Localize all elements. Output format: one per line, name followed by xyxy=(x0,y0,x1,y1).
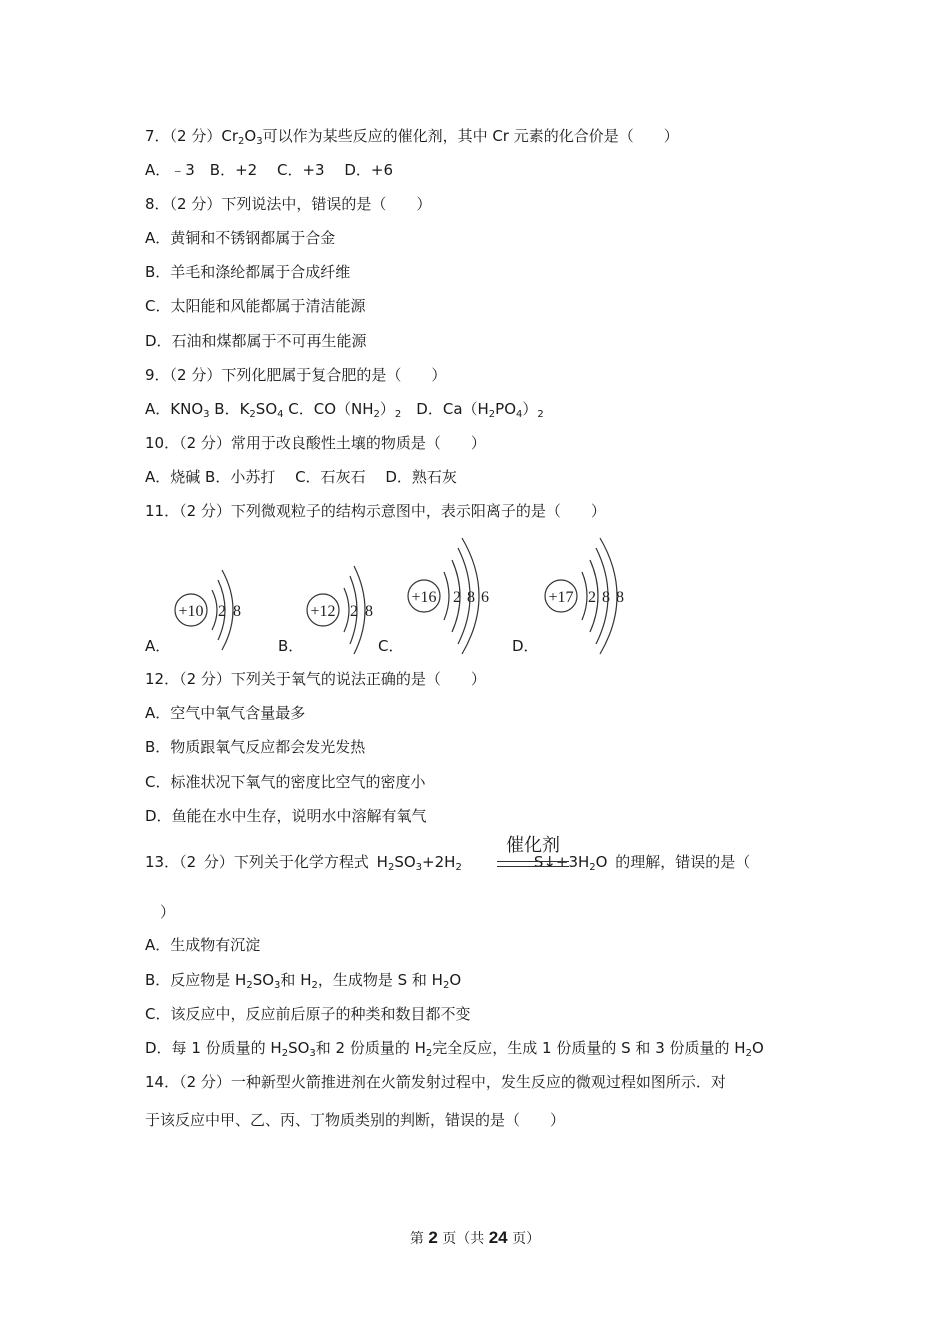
shell-count-b2: 8 xyxy=(365,603,373,620)
nucleus-charge-c: +16 xyxy=(411,589,437,606)
shell-arc-a1 xyxy=(212,590,217,630)
q12-option-d: D．鱼能在水中生存，说明水中溶解有氧气 xyxy=(145,807,427,825)
q12-option-c: C．标准状况下氧气的密度比空气的密度小 xyxy=(145,773,426,791)
page-footer: 第 2 页（共 24 页） xyxy=(409,1228,541,1247)
reaction-equals-sign xyxy=(497,861,569,867)
q11-label-c: C． xyxy=(378,637,404,655)
q10-stem: 10．（2 分）常用于改良酸性土壤的物质是（ ） xyxy=(145,434,486,452)
q8-option-d: D．石油和煤都属于不可再生能源 xyxy=(145,332,367,350)
shell-arc-d1 xyxy=(582,572,587,620)
q7-options: A．﹣3 B．+2 C．+3 D．+6 xyxy=(145,161,393,179)
q8-option-a: A．黄铜和不锈钢都属于合金 xyxy=(145,229,336,247)
atom-diagram-a xyxy=(175,570,241,650)
q7-stem: 7．（2 分）$Cr_2O_3$可以作为某些反应的催化剂，其中 Cr 元素的化合价是（ ） xyxy=(145,127,679,147)
q11-label-d: D． xyxy=(512,637,539,655)
page-number: 2 xyxy=(428,1228,438,1247)
q13-stem-tail: ） xyxy=(160,903,176,921)
atom-structure-diagrams xyxy=(0,530,950,660)
page-total: 24 xyxy=(488,1228,508,1247)
shell-count-a1: 2 xyxy=(218,603,226,620)
q11-stem: 11．（2 分）下列微观粒子的结构示意图中，表示阳离子的是（ ） xyxy=(145,502,606,520)
shell-count-c1: 2 xyxy=(453,589,461,606)
q8-option-b: B．羊毛和涤纶都属于合成纤维 xyxy=(145,263,351,281)
q14-stem-line2: 于该反应中甲、乙、丙、丁物质类别的判断，错误的是（ ） xyxy=(145,1111,566,1129)
shell-arc-c1 xyxy=(444,572,449,620)
q9-stem: 9．（2 分）下列化肥属于复合肥的是（ ） xyxy=(145,366,447,384)
q13-option-b: B．反应物是 $H_2SO_3$和 $H_2$，生成物是 S 和 $H_2O$ xyxy=(145,971,462,991)
q13-option-a: A．生成物有沉淀 xyxy=(145,936,261,954)
shell-arc-b1 xyxy=(344,588,349,632)
q13-option-d: D．每 1 份质量的 $H_2SO_3$和 2 份质量的 $H_2$完全反应，生成 1 份质量的 S 和 3 份质量的 $H_2O$ xyxy=(145,1039,764,1059)
q12-option-b: B．物质跟氧气反应都会发光发热 xyxy=(145,738,366,756)
q9-options: A．$KNO_3$ B．$K_2SO_4$ C．$CO(NH_2)_2$ D．$Ca(H_2PO_4)_2$ xyxy=(145,400,544,420)
nucleus-charge-d: +17 xyxy=(548,589,574,606)
atom-diagram-d xyxy=(545,538,624,654)
atom-diagram-b xyxy=(307,566,373,654)
shell-count-d3: 8 xyxy=(616,589,624,606)
q13-option-c: C．该反应中，反应前后原子的种类和数目都不变 xyxy=(145,1005,471,1023)
q13-stem: 13．（2 分）下列关于化学方程式 $H_2SO_3+2H_2$ $S↓+3H_2O$ 的理解，错误的是（ xyxy=(145,853,751,873)
q12-option-a: A．空气中氧气含量最多 xyxy=(145,704,306,722)
q8-option-c: C．太阳能和风能都属于清洁能源 xyxy=(145,297,366,315)
atom-diagram-c xyxy=(408,538,489,654)
q8-stem: 8．（2 分）下列说法中，错误的是（ ） xyxy=(145,195,432,213)
shell-count-c2: 8 xyxy=(467,589,475,606)
nucleus-charge-b: +12 xyxy=(310,603,336,620)
q10-options: A．烧碱 B．小苏打 C．石灰石 D．熟石灰 xyxy=(145,468,457,486)
q11-label-a: A． xyxy=(145,637,171,655)
q11-label-b: B． xyxy=(278,637,304,655)
q14-stem-line1: 14．（2 分）一种新型火箭推进剂在火箭发射过程中，发生反应的微观过程如图所示．对 xyxy=(145,1073,726,1091)
nucleus-charge-a: +10 xyxy=(178,603,204,620)
shell-count-c3: 6 xyxy=(481,589,489,606)
shell-count-d2: 8 xyxy=(602,589,610,606)
q12-stem: 12．（2 分）下列关于氧气的说法正确的是（ ） xyxy=(145,670,486,688)
catalyst-label: 催化剂 xyxy=(506,835,560,856)
shell-count-b1: 2 xyxy=(350,603,358,620)
shell-count-a2: 8 xyxy=(233,603,241,620)
shell-count-d1: 2 xyxy=(588,589,596,606)
